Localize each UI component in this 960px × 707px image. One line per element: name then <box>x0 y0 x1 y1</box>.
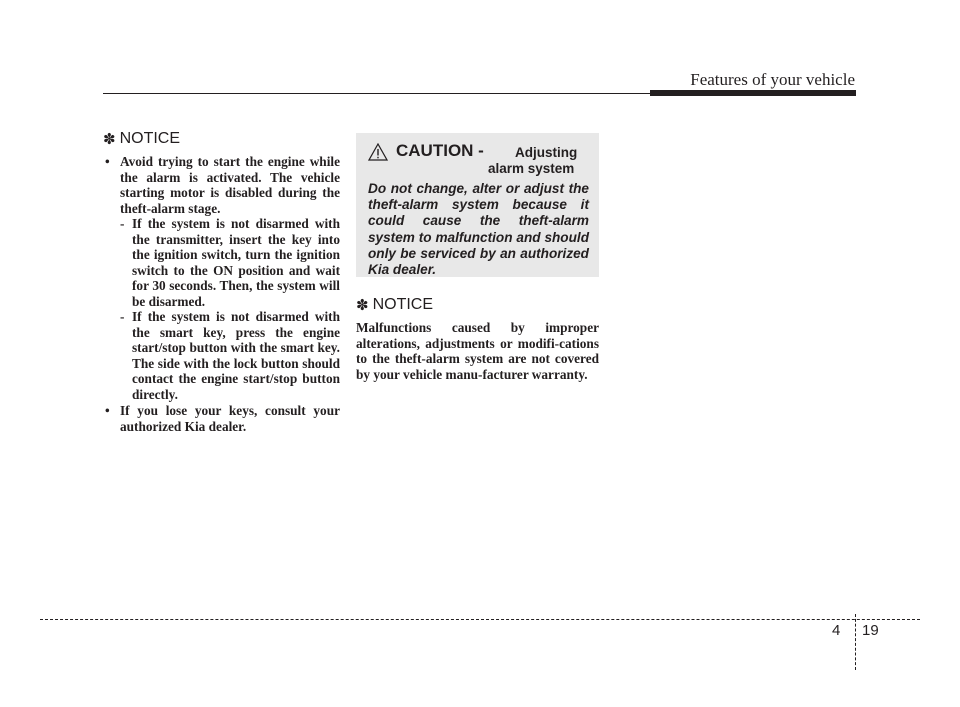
footer-rule <box>40 619 920 620</box>
notice-title: NOTICE <box>119 130 181 147</box>
sub-list-item <box>120 216 340 309</box>
bullet-mark: • <box>105 154 110 169</box>
notice-text: Malfunctions caused by improper alterations, adjustments or modifi-cations to the theft-alarm system are not covered by your vehicle manu-facturer warranty. <box>356 320 599 382</box>
list-item <box>103 154 340 402</box>
caution-subtitle: Adjusting <box>515 145 578 160</box>
caution-heading <box>368 141 589 177</box>
notice-section <box>356 296 599 382</box>
notice-heading <box>356 296 599 314</box>
caution-text: Do not change, alter or adjust the theft-alarm system because it could cause the theft-alarm system to malfunction and should only be serviced by an authorized Kia dealer. <box>368 181 589 278</box>
left-column <box>103 130 340 435</box>
warning-triangle-icon <box>368 143 388 161</box>
notice-star-icon: ✽ <box>103 131 116 148</box>
sub-list-item <box>120 309 340 402</box>
sub-item-text: If the system is not disarmed with the transmitter, insert the key into the ignition switch, turn the ignition switch to the ON position and wait for 30 seconds. Then, the system will be disarmed. <box>132 216 340 309</box>
list-item <box>103 403 340 434</box>
middle-column <box>356 130 599 382</box>
footer-divider <box>855 614 856 670</box>
notice-star-icon: ✽ <box>356 297 369 314</box>
sub-item-text: If the system is not disarmed with the smart key, press the engine start/stop button with the smart key. The side with the lock button should contact the engine start/stop button directly. <box>132 309 340 402</box>
caution-label: CAUTION - <box>396 141 484 160</box>
dash-mark: - <box>120 309 125 324</box>
notice-title: NOTICE <box>372 296 434 313</box>
running-header: Features of your vehicle <box>690 70 855 89</box>
caution-box <box>356 133 599 277</box>
caution-subtitle-line2: alarm system <box>488 161 575 176</box>
notice-body <box>103 154 340 434</box>
notice-heading <box>103 130 340 148</box>
bullet-mark: • <box>105 403 110 418</box>
dash-mark: - <box>120 216 125 231</box>
bullet-text: Avoid trying to start the engine while the alarm is activated. The vehicle starting motor is disabled during the theft-alarm stage. <box>120 154 340 216</box>
bullet-text: If you lose your keys, consult your authorized Kia dealer. <box>120 403 340 434</box>
page-number: 19 <box>862 622 879 639</box>
chapter-number: 4 <box>832 622 841 639</box>
header-rule-accent <box>650 90 856 96</box>
